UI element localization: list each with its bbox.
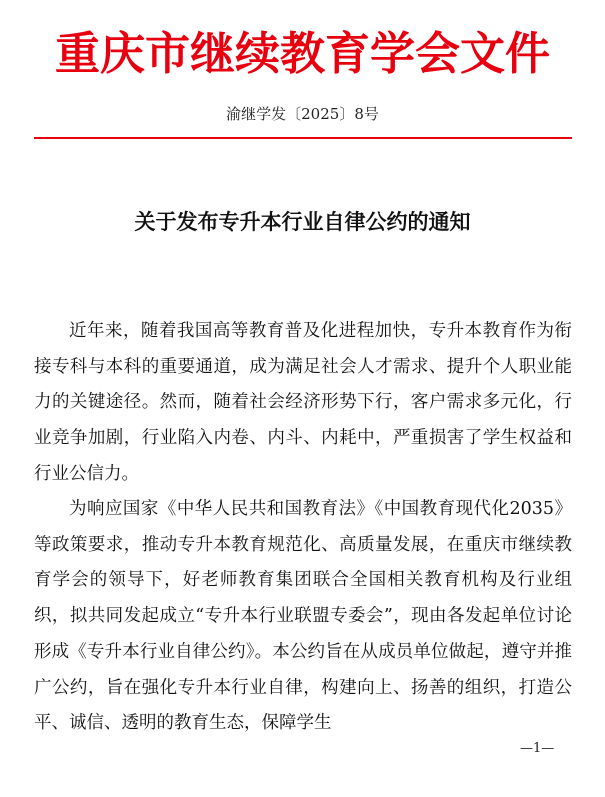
body-paragraph-2: 为响应国家《中华人民共和国教育法》《中国教育现代化2035》等政策要求，推动专升本教育规范化、高质量发展，在重庆市继续教育学会的领导下，好老师教育集团联合全国相关教育机构及行业组织，拟共同发起成立“专升本行业联盟专委会”，现由各发起单位讨论形成《专升本行业自律公约》。本公约旨在从成员单位做起，遵守并推广公约，旨在强化专升本行业自律，构建向上、扬善的组织，打造公平、诚信、透明的教育生态，保障学生: [34, 499, 572, 734]
document-header-title: 重庆市继续教育学会文件: [54, 27, 550, 80]
notice-title: 关于发布专升本行业自律公约的通知: [134, 209, 471, 234]
page-number: —1—: [520, 741, 555, 756]
document-number: 渝继学发〔2025〕8号: [226, 105, 379, 123]
body-paragraph-1: 近年来，随着我国高等教育普及化进程加快，专升本教育作为衔接专科与本科的重要通道，成为满足社会人才需求、提升个人职业能力的关键途径。然而，随着社会经济形势下行，客户需求多元化，行业竞争加剧，行业陷入内卷、内斗、内耗中，严重损害了学生权益和行业公信力。: [34, 321, 572, 484]
header-divider-line: [34, 137, 572, 139]
